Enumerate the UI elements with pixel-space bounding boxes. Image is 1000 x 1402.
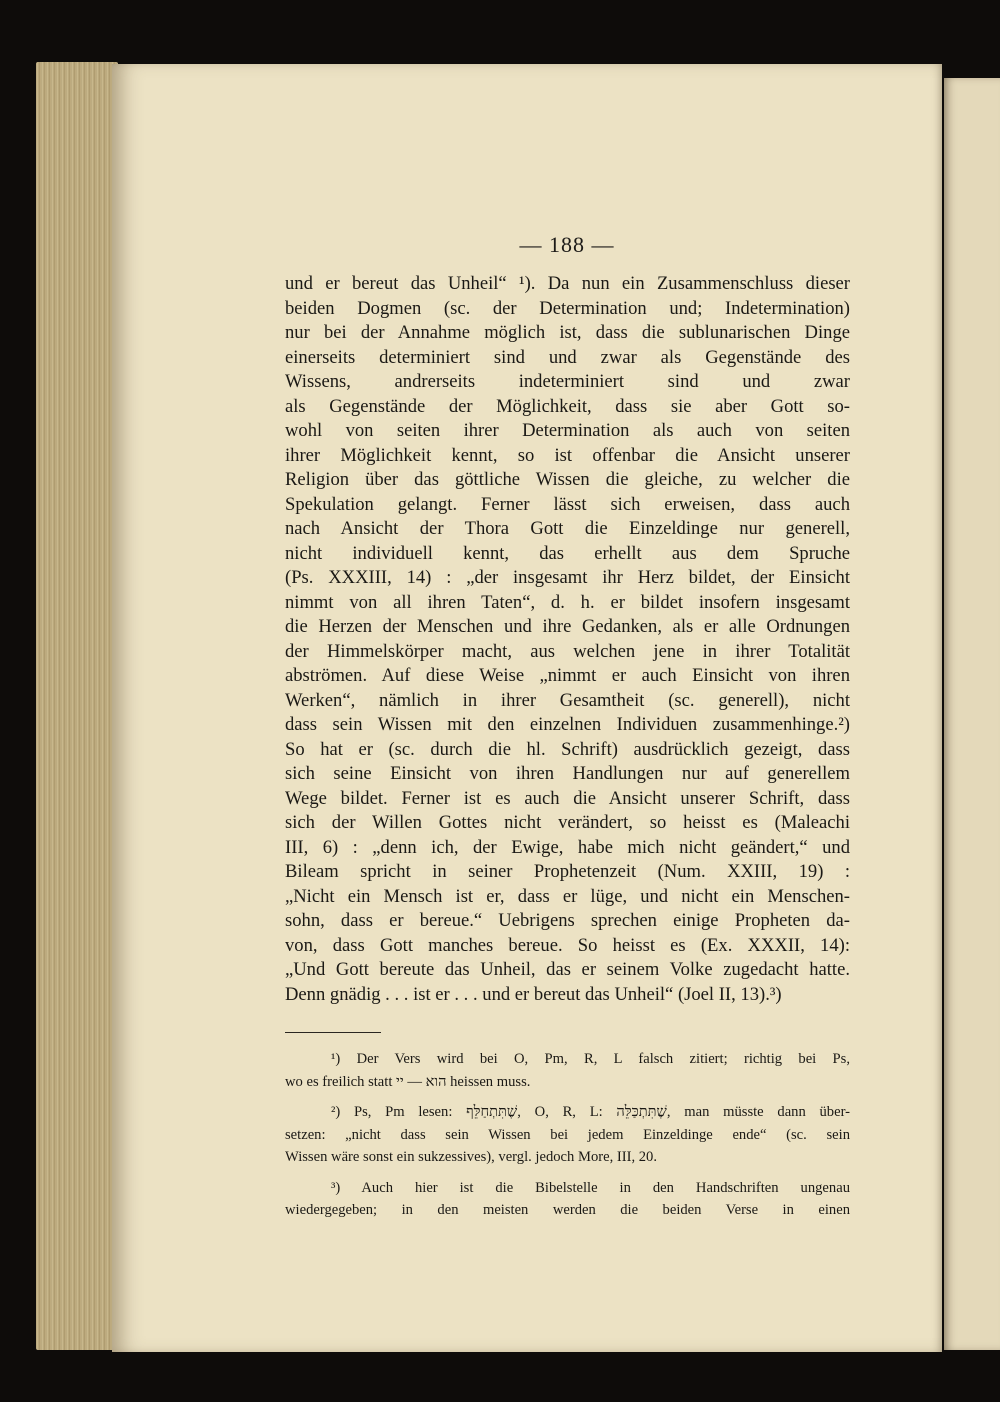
- text-line: Wege bildet. Ferner ist es auch die Ansicht unserer Schrift, dass: [285, 787, 850, 809]
- text-line: Werken“, nämlich in ihrer Gesamtheit (sc. generell), nicht: [285, 689, 850, 711]
- text-line: ihrer Möglichkeit kennt, so ist offenbar die Ansicht unserer: [285, 444, 850, 466]
- text-line: der Himmelskörper macht, aus welchen jene in ihrer Totalität: [285, 640, 850, 662]
- text-line: Bileam spricht in seiner Prophetenzeit (Num. XXIII, 19) :: [285, 861, 850, 882]
- facing-page-edge: [944, 78, 1000, 1350]
- text-line: und er bereut das Unheil“ ¹). Da nun ein Zusammenschluss dieser: [285, 273, 850, 294]
- footnote-line: Wissen wäre sonst ein sukzessives), vergl. jedoch More, III, 20.: [285, 1149, 658, 1165]
- text-line: sich seine Einsicht von ihren Handlungen nur auf generellem: [285, 763, 850, 784]
- text-line: sohn, dass er bereue.“ Uebrigens sprechen einige Propheten da-: [285, 910, 850, 931]
- text-line: nur bei der Annahme möglich ist, dass die sublunarischen Dinge: [285, 322, 850, 343]
- text-line: dass sein Wissen mit den einzelnen Individuen zusammenhinge.²): [285, 714, 850, 735]
- text-line: als Gegenstände der Möglichkeit, dass sie aber Gott so-: [285, 395, 850, 417]
- text-line: Spekulation gelangt. Ferner lässt sich erweisen, dass auch: [285, 493, 850, 515]
- text-line: nicht individuell kennt, das erhellt aus dem Spruche: [285, 542, 850, 564]
- text-line: nach Ansicht der Thora Gott die Einzeldinge nur generell,: [285, 518, 850, 539]
- footnote-line: wiedergegeben; in den meisten werden die beiden Verse in einen: [285, 1202, 850, 1218]
- text-line: „Und Gott bereute das Unheil, das er seinem Volke zugedacht hatte.: [285, 959, 850, 980]
- text-line: Wissens, andrerseits indeterminiert sind und zwar: [285, 371, 850, 392]
- footnote-line: setzen: „nicht dass sein Wissen bei jedem Einzeldinge ende“ (sc. sein: [285, 1126, 850, 1143]
- text-line: Religion über das göttliche Wissen die gleiche, zu welcher die: [285, 469, 850, 490]
- text-line: wohl von seiten ihrer Determination als auch von seiten: [285, 420, 850, 441]
- page-number: — 188 —: [519, 232, 615, 257]
- footnote-line: ³) Auch hier ist die Bibelstelle in den Handschriften ungenau: [331, 1179, 850, 1196]
- footnote-2: [285, 1101, 850, 1169]
- text-line: Denn gnädig . . . ist er . . . und er bereut das Unheil“ (Joel II, 13).³): [285, 983, 782, 1005]
- text-line: (Ps. XXXIII, 14) : „der insgesamt ihr Herz bildet, der Einsicht: [285, 567, 850, 588]
- footnote-line: ¹) Der Vers wird bei O, Pm, R, L falsch zitiert; richtig bei Ps,: [331, 1051, 850, 1067]
- footnote-1: [285, 1048, 850, 1093]
- text-line: beiden Dogmen (sc. der Determination und; Indetermination): [285, 297, 850, 319]
- footnote-divider: [285, 1032, 381, 1033]
- text-line: einerseits determiniert sind und zwar als Gegenstände des: [285, 346, 850, 368]
- text-line: von, dass Gott manches bereue. So heisst es (Ex. XXXII, 14):: [285, 934, 850, 956]
- footnotes: [285, 1048, 850, 1230]
- text-line: abströmen. Auf diese Weise „nimmt er auch Einsicht von ihren: [285, 665, 850, 686]
- text-line: nimmt von all ihren Taten“, d. h. er bildet insofern insgesamt: [285, 591, 850, 613]
- footnote-line: ²) Ps, Pm lesen: ‎שֶׁתִּתְחַלֵּף‎, O, R, L: ‎שֶׁתִּתְכַּלֵּה‎, man müsste dann über-: [331, 1104, 850, 1120]
- footnote-3: [285, 1177, 850, 1222]
- main-text: [285, 272, 850, 1007]
- text-line: sich der Willen Gottes nicht verändert, so heisst es (Maleachi: [285, 812, 850, 833]
- footnote-line: wo es freilich statt ‎יי‎ — ‎הוא‎ heissen muss.: [285, 1073, 531, 1090]
- text-line: die Herzen der Menschen und ihre Gedanken, als er alle Ordnungen: [285, 616, 850, 637]
- text-line: So hat er (sc. durch die hl. Schrift) ausdrücklich gezeigt, dass: [285, 738, 850, 760]
- text-line: „Nicht ein Mensch ist er, dass er lüge, und nicht ein Menschen-: [285, 885, 850, 907]
- text-line: III, 6) : „denn ich, der Ewige, habe mich nicht geändert,“ und: [285, 836, 850, 858]
